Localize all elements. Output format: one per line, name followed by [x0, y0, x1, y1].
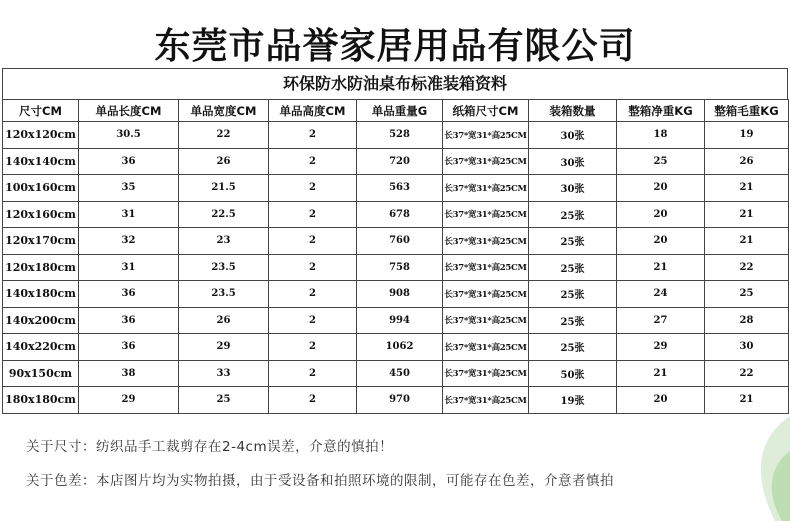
cell-height: 2	[269, 334, 357, 361]
cell-length: 38	[79, 360, 179, 387]
cell-width: 23	[179, 228, 269, 255]
cell-quantity: 25张	[529, 254, 617, 281]
table-row	[3, 334, 789, 361]
cell-weight: 450	[357, 360, 443, 387]
table-row	[3, 122, 789, 149]
note-size: 关于尺寸：纺织品手工裁剪存在2-4cm误差，介意的慎拍！	[26, 439, 394, 455]
cell-size: 120x170cm	[3, 228, 79, 255]
cell-quantity: 25张	[529, 334, 617, 361]
cell-net-weight: 29	[617, 334, 705, 361]
cell-length: 36	[79, 334, 179, 361]
table-row	[3, 360, 789, 387]
cell-length: 31	[79, 201, 179, 228]
header-width: 单品宽度CM	[179, 100, 269, 122]
cell-height: 2	[269, 201, 357, 228]
table-header-row	[3, 100, 789, 122]
cell-width: 26	[179, 148, 269, 175]
cell-height: 2	[269, 148, 357, 175]
cell-length: 36	[79, 281, 179, 308]
cell-net-weight: 20	[617, 175, 705, 202]
cell-weight: 908	[357, 281, 443, 308]
packing-sheet	[2, 68, 788, 414]
cell-width: 29	[179, 334, 269, 361]
cell-carton: 长37*宽31*高25CM	[443, 148, 529, 175]
cell-size: 120x180cm	[3, 254, 79, 281]
cell-gross-weight: 28	[705, 307, 789, 334]
cell-carton: 长37*宽31*高25CM	[443, 387, 529, 414]
notes	[26, 430, 786, 498]
cell-carton: 长37*宽31*高25CM	[443, 307, 529, 334]
cell-width: 23.5	[179, 281, 269, 308]
cell-length: 36	[79, 307, 179, 334]
cell-carton: 长37*宽31*高25CM	[443, 334, 529, 361]
cell-gross-weight: 25	[705, 281, 789, 308]
cell-gross-weight: 21	[705, 175, 789, 202]
cell-gross-weight: 21	[705, 228, 789, 255]
cell-length: 31	[79, 254, 179, 281]
header-net-weight: 整箱净重KG	[617, 100, 705, 122]
cell-gross-weight: 21	[705, 387, 789, 414]
cell-gross-weight: 21	[705, 201, 789, 228]
note-color: 关于色差：本店图片均为实物拍摄，由于受设备和拍照环境的限制，可能存在色差，介意者慎拍	[26, 473, 614, 489]
cell-width: 25	[179, 387, 269, 414]
cell-quantity: 25张	[529, 201, 617, 228]
cell-quantity: 30张	[529, 122, 617, 149]
sheet-subtitle: 环保防水防油桌布标准装箱资料	[2, 68, 788, 99]
table-row	[3, 254, 789, 281]
cell-net-weight: 18	[617, 122, 705, 149]
header-carton-size: 纸箱尺寸CM	[443, 100, 529, 122]
company-name: 东莞市品誉家居用品有限公司	[154, 26, 636, 67]
cell-weight: 563	[357, 175, 443, 202]
cell-carton: 长37*宽31*高25CM	[443, 281, 529, 308]
cell-weight: 720	[357, 148, 443, 175]
header-gross-weight: 整箱毛重KG	[705, 100, 789, 122]
cell-size: 140x140cm	[3, 148, 79, 175]
table-body	[3, 122, 789, 414]
cell-carton: 长37*宽31*高25CM	[443, 122, 529, 149]
cell-quantity: 25张	[529, 228, 617, 255]
header-weight: 单品重量G	[357, 100, 443, 122]
cell-quantity: 25张	[529, 307, 617, 334]
cell-gross-weight: 30	[705, 334, 789, 361]
cell-height: 2	[269, 175, 357, 202]
cell-gross-weight: 26	[705, 148, 789, 175]
table-row	[3, 201, 789, 228]
cell-net-weight: 20	[617, 387, 705, 414]
cell-quantity: 25张	[529, 281, 617, 308]
cell-height: 2	[269, 360, 357, 387]
cell-width: 33	[179, 360, 269, 387]
cell-weight: 678	[357, 201, 443, 228]
cell-gross-weight: 22	[705, 254, 789, 281]
cell-height: 2	[269, 387, 357, 414]
table-row	[3, 307, 789, 334]
cell-weight: 760	[357, 228, 443, 255]
cell-size: 140x220cm	[3, 334, 79, 361]
cell-carton: 长37*宽31*高25CM	[443, 228, 529, 255]
cell-length: 29	[79, 387, 179, 414]
cell-length: 32	[79, 228, 179, 255]
cell-width: 23.5	[179, 254, 269, 281]
header-length: 单品长度CM	[79, 100, 179, 122]
cell-size: 120x160cm	[3, 201, 79, 228]
cell-carton: 长37*宽31*高25CM	[443, 175, 529, 202]
cell-carton: 长37*宽31*高25CM	[443, 201, 529, 228]
header-size: 尺寸CM	[3, 100, 79, 122]
cell-quantity: 30张	[529, 175, 617, 202]
table-row	[3, 387, 789, 414]
cell-height: 2	[269, 307, 357, 334]
header-height: 单品高度CM	[269, 100, 357, 122]
cell-net-weight: 20	[617, 201, 705, 228]
cell-size: 100x160cm	[3, 175, 79, 202]
cell-height: 2	[269, 281, 357, 308]
cell-length: 36	[79, 148, 179, 175]
cell-quantity: 30张	[529, 148, 617, 175]
cell-quantity: 50张	[529, 360, 617, 387]
header-quantity: 装箱数量	[529, 100, 617, 122]
table-row	[3, 175, 789, 202]
cell-width: 26	[179, 307, 269, 334]
cell-width: 22.5	[179, 201, 269, 228]
cell-gross-weight: 19	[705, 122, 789, 149]
cell-net-weight: 20	[617, 228, 705, 255]
cell-size: 140x200cm	[3, 307, 79, 334]
cell-length: 35	[79, 175, 179, 202]
cell-height: 2	[269, 122, 357, 149]
cell-carton: 长37*宽31*高25CM	[443, 254, 529, 281]
cell-size: 120x120cm	[3, 122, 79, 149]
cell-weight: 528	[357, 122, 443, 149]
cell-height: 2	[269, 228, 357, 255]
cell-net-weight: 25	[617, 148, 705, 175]
cell-height: 2	[269, 254, 357, 281]
table-row	[3, 148, 789, 175]
cell-length: 30.5	[79, 122, 179, 149]
cell-net-weight: 21	[617, 360, 705, 387]
packing-table	[2, 99, 789, 414]
table-row	[3, 281, 789, 308]
cell-weight: 758	[357, 254, 443, 281]
table-row	[3, 228, 789, 255]
cell-quantity: 19张	[529, 387, 617, 414]
cell-weight: 1062	[357, 334, 443, 361]
cell-width: 21.5	[179, 175, 269, 202]
cell-gross-weight: 22	[705, 360, 789, 387]
cell-size: 90x150cm	[3, 360, 79, 387]
cell-carton: 长37*宽31*高25CM	[443, 360, 529, 387]
cell-net-weight: 27	[617, 307, 705, 334]
cell-size: 180x180cm	[3, 387, 79, 414]
cell-net-weight: 21	[617, 254, 705, 281]
cell-size: 140x180cm	[3, 281, 79, 308]
cell-width: 22	[179, 122, 269, 149]
cell-net-weight: 24	[617, 281, 705, 308]
cell-weight: 994	[357, 307, 443, 334]
cell-weight: 970	[357, 387, 443, 414]
